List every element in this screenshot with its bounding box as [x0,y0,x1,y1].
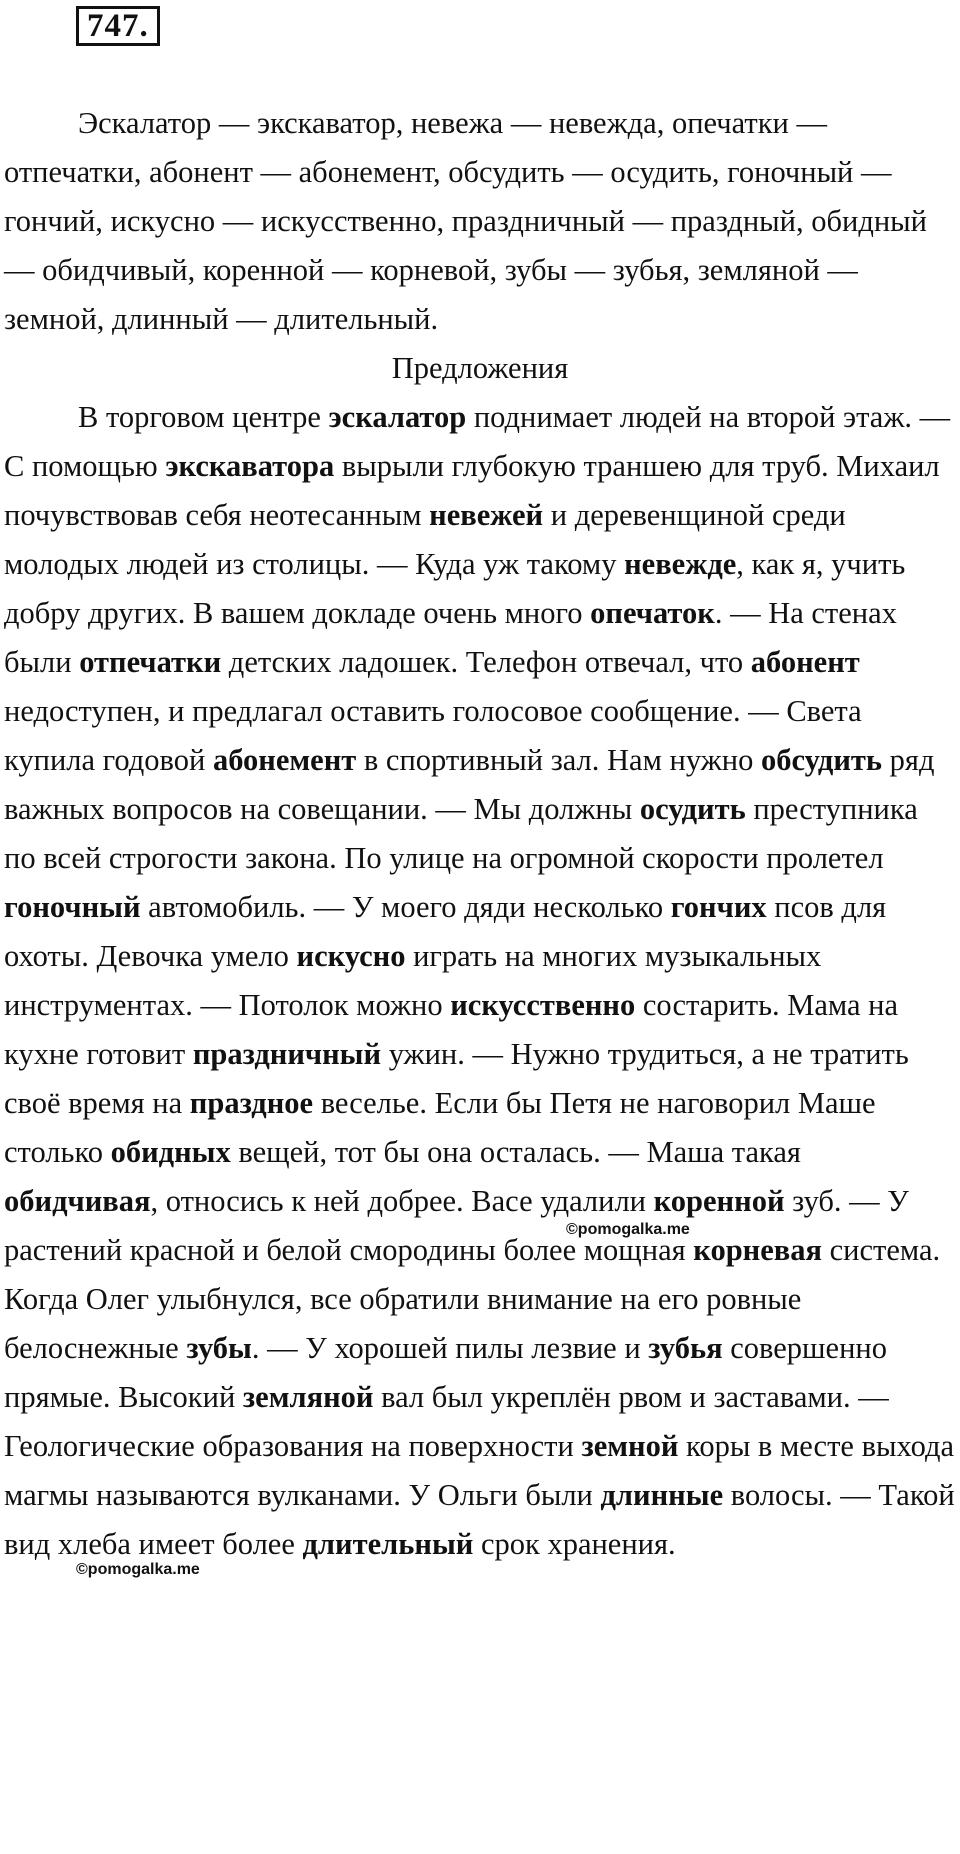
sentence-text: вырыли глубокую траншею для труб. Михаил почувствовав себя неотесанным [4,449,940,532]
sentence-text: автомобиль. — У моего дяди несколько [140,890,671,924]
key-word: длинные [600,1478,724,1512]
key-word: эскалатор [328,400,467,434]
sentence-text: недоступен, и предлагал оставить голосовое сообщение. — Света купила годовой [4,694,862,777]
sentence-text: . — На стенах были [4,596,897,679]
sentence-text: срок хранения. [473,1527,676,1561]
sentence-text: поднимает людей на второй этаж. — С помощью [4,400,951,483]
sentence-text: . — У хорошей пилы лезвие и [251,1331,649,1365]
sentence-text: В торговом центре [78,400,329,434]
key-word: обидчивая [4,1184,151,1218]
sentences-heading: Предложения [391,351,569,385]
sentence-text: играть на многих музыкальных инструментах. — Потолок можно [4,939,822,1022]
sentence-text: ряд важных вопросов на совещании. — Мы должны [4,743,935,826]
key-word: земной [581,1429,679,1463]
sentence-text: , как я, учить добру других. В вашем докладе очень много [4,547,906,630]
key-word: невежей [429,498,544,532]
key-word: опечаток [590,596,715,630]
sentence-text: в спортивный зал. Нам нужно [356,743,761,777]
key-word: абонент [750,645,860,679]
watermark: ©pomogalka.me [566,1221,690,1238]
sentence-text: коры в месте выхода магмы называются вулканами. У Ольги были [4,1429,954,1512]
key-word: гончих [670,890,767,924]
word-pairs-paragraph: Эскалатор — экскаватор, невежа — невежда, опечатки — отпечатки, абонент — абонемент, обсудить — осудить, гоночный — гончий, искусно — искусственно, праздничный — праздный, обидный — обидчивый, коренной — корневой, зубы — зубья, земляной — земной, длинный — длительный. [4,106,927,336]
sentence-text: детских ладошек. Телефон отвечал, что [221,645,751,679]
key-word: обсудить [760,743,883,777]
sentence-text: и деревенщиной среди молодых людей из столицы. — Куда уж такому [4,498,846,581]
key-word: праздничный [192,1037,382,1071]
key-word: зубья [648,1331,723,1365]
sentence-text: преступника по всей строгости закона. По улице на огромной скорости пролетел [4,792,918,875]
key-word: искусно [296,939,406,973]
key-word: осудить [639,792,746,826]
sentence-text: волосы. — Такой вид хлеба имеет более [4,1478,955,1561]
sentence-text: , относись к ней добрее. Васе удалили [150,1184,654,1218]
sentence-text: вал был укреплён рвом и заставами. — Геологические образования на поверхности [4,1380,889,1463]
key-word: земляной [242,1380,374,1414]
sentence-text: совершенно прямые. Высокий [4,1331,887,1414]
key-word: праздное [189,1086,314,1120]
key-word: отпечатки [79,645,222,679]
sentence-text: зуб. — У растений красной и белой смородины более мощная [4,1184,909,1267]
watermark: ©pomogalka.me [76,1561,200,1578]
key-word: невежде [624,547,737,581]
key-word: абонемент [212,743,357,777]
task-number-text: 747. [87,8,149,44]
key-word: гоночный [4,890,141,924]
sentences-paragraph [4,393,956,1569]
sentence-text: веселье. Если бы Петя не наговорил Маше столько [4,1086,876,1169]
sentence-text: состарить. Мама на кухне готовит [4,988,899,1071]
sentence-text: вещей, тот бы она осталась. — Маша такая [230,1135,801,1169]
key-word: коренной [653,1184,785,1218]
task-number [76,6,160,46]
key-word: обидных [110,1135,231,1169]
key-word: искусственно [450,988,636,1022]
sentence-text: псов для охоты. Девочка умело [4,890,887,973]
key-word: длительный [302,1527,474,1561]
sentence-text: ужин. — Нужно трудиться, а не тратить своё время на [4,1037,909,1120]
key-word: зубы [186,1331,252,1365]
document-body [4,99,956,1569]
sentence-text: система. Когда Олег улыбнулся, все обратили внимание на его ровные белоснежные [4,1233,941,1365]
key-word: корневая [693,1233,823,1267]
key-word: экскаватора [165,449,335,483]
